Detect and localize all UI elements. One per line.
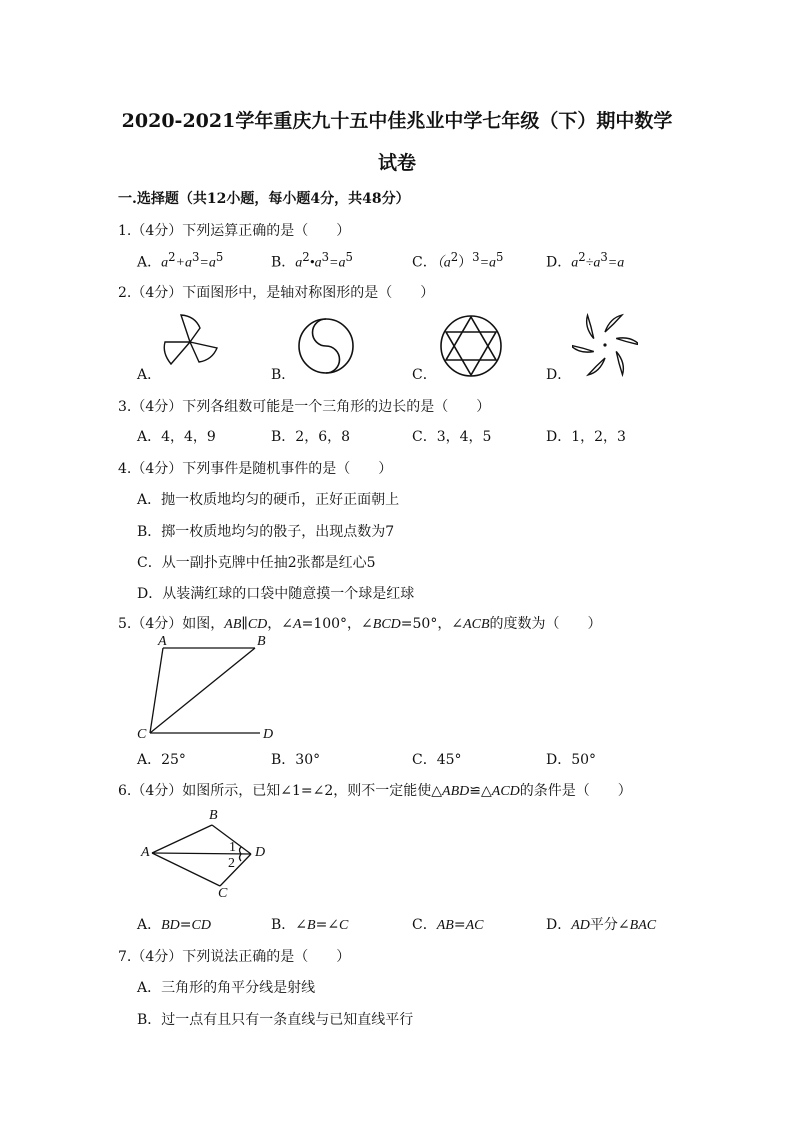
question-4-option-a: A．抛一枚质地均匀的硬币，正好正面朝上 [137,492,400,508]
question-3-option-a: A．4，4，9 [137,429,216,445]
figure-triskelion-icon [155,312,225,372]
question-3-stem: 3.（4分）下列各组数可能是一个三角形的边长的是（ ） [118,399,491,415]
question-5-option-a: A．25° [137,752,186,768]
question-6-stem: 6.（4分）如图所示，已知∠1=∠2，则不一定能使△ABD≌△ACD的条件是（ ） [118,783,632,799]
figure-6-label-a: A [141,845,150,860]
question-4-option-d: D．从装满红球的口袋中随意摸一个球是红球 [137,586,415,602]
question-6-option-d: D．AD平分∠BAC [546,917,657,933]
question-7-option-a: A．三角形的角平分线是射线 [137,980,316,996]
figure-6-label-d: D [255,845,266,860]
question-5-option-d: D．50° [546,752,597,768]
question-2-option-d: D． [546,367,572,383]
question-3-option-d: D．1，2，3 [546,429,626,445]
question-2-option-b: B． [271,367,296,383]
exam-title-line2: 试卷 [377,152,416,174]
figure-6-angle-2-label: 2 [228,856,235,871]
question-6-option-c: C．AB=AC [412,917,484,933]
question-1-option-a: A．$a^2+a^3=a^5$ [137,250,224,271]
question-4-option-b: B．掷一枚质地均匀的骰子，出现点数为7 [137,524,395,540]
figure-parallel-lines-diagram [140,640,290,740]
exam-title-line1: 2020-2021学年重庆九十五中佳兆业中学七年级（下）期中数学 [121,110,673,132]
question-2-stem: 2.（4分）下面图形中，是轴对称图形的是（ ） [118,285,435,301]
question-4-stem: 4.（4分）下列事件是随机事件的是（ ） [118,461,393,477]
question-7-stem: 7.（4分）下列说法正确的是（ ） [118,949,351,965]
question-2-option-c: C． [412,367,437,383]
question-5-stem: 5.（4分）如图，AB∥CD，∠A=100°，∠BCD=50°，∠ACB的度数为（ ） [118,616,602,632]
question-1-option-b: B．$a^2•a^3=a^5$ [271,250,353,271]
figure-6-label-c: C [218,886,228,901]
figure-star-of-david-icon [438,313,504,379]
question-6-option-b: B．∠B=∠C [271,917,349,933]
question-6-option-a: A．BD=CD [137,917,211,933]
figure-5-label-a: A [158,634,167,649]
question-5-option-c: C．45° [412,752,462,768]
question-1-stem: 1.（4分）下列运算正确的是（ ） [118,223,351,239]
question-7-option-b: B．过一点有且只有一条直线与已知直线平行 [137,1012,414,1028]
figure-6-label-b: B [209,808,218,823]
question-4-option-c: C．从一副扑克牌中任抽2张都是红心5 [137,555,376,571]
section-heading: 一.选择题（共12小题，每小题4分，共48分） [118,191,410,207]
question-3-option-b: B．2，6，8 [271,429,351,445]
question-5-option-b: B．30° [271,752,321,768]
figure-5-label-c: C [137,727,147,742]
question-3-option-c: C．3，4，5 [412,429,492,445]
figure-congruent-triangles-diagram [140,812,270,897]
question-1-option-d: D．$a^2\div a^3=a$ [546,250,625,271]
figure-5-label-d: D [263,727,274,742]
question-1-option-c: C．$(a^2)^3=a^5$ [412,250,504,271]
figure-pinwheel-icon [572,312,638,378]
figure-6-angle-1-label: 1 [229,840,236,855]
figure-5-label-b: B [257,634,266,649]
figure-yin-yang-icon [296,316,356,376]
question-2-option-a: A． [137,367,162,383]
